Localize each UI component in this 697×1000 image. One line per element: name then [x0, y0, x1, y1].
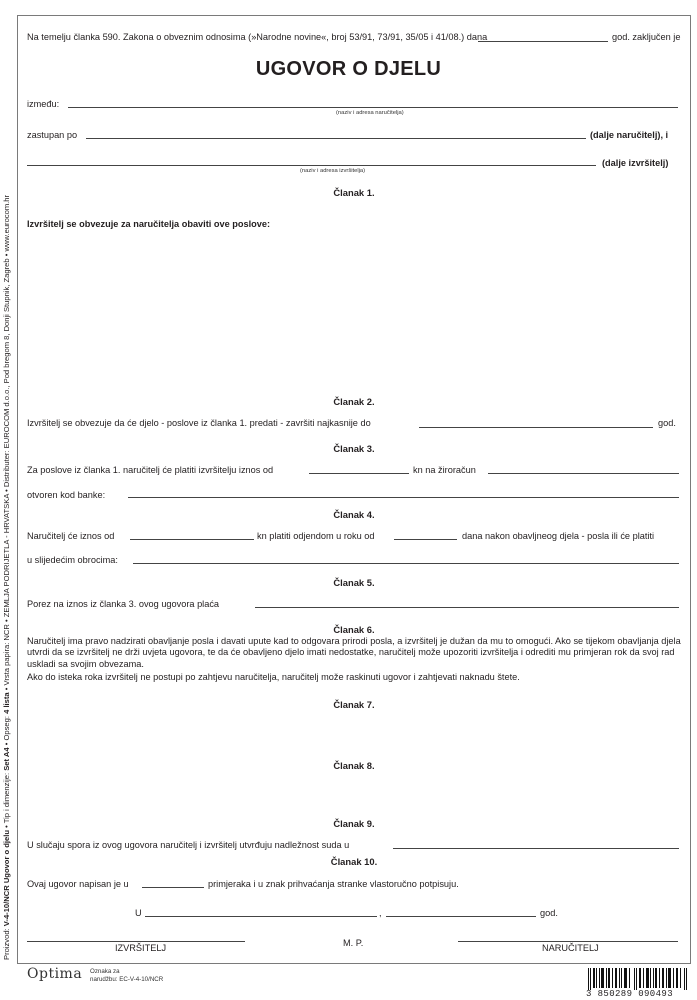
order-line-1: Oznaka za	[90, 968, 120, 975]
court-field[interactable]	[393, 848, 679, 849]
client-suffix: (dalje naručitelj), i	[590, 130, 669, 140]
sidebar-volume-value: 4 lista	[2, 692, 11, 714]
article-1-text: Izvršitelj se obvezuje za naručitelja obaviti ove poslove:	[27, 219, 271, 229]
article-3-text: Za poslove iz članka 1. naručitelj će platiti izvršitelju iznos od	[27, 465, 274, 475]
article-3-bank: otvoren kod banke:	[27, 490, 106, 500]
article-4-heading: Članak 4.	[333, 509, 375, 520]
account-field[interactable]	[488, 473, 679, 474]
days-field[interactable]	[394, 539, 457, 540]
sidebar-volume-label: • Opseg:	[2, 716, 11, 746]
sidebar-type-label: • Tip i dimenzije:	[2, 772, 11, 828]
article-2-heading: Članak 2.	[333, 396, 375, 407]
client-hint: (naziv i adresa naručitelja)	[336, 110, 404, 116]
between-label: između:	[27, 99, 60, 109]
tax-payer-field[interactable]	[255, 607, 679, 608]
article-10-part2: primjeraka i u znak prihvaćanja stranke vlastoručno potpisuju.	[208, 879, 459, 889]
article-6-heading: Članak 6.	[333, 624, 375, 635]
client-label: NARUČITELJ	[542, 943, 599, 953]
article-4-part1: Naručitelj će iznos od	[27, 531, 115, 541]
copies-field[interactable]	[142, 887, 204, 888]
amount-field[interactable]	[309, 473, 409, 474]
article-2-suffix: god.	[658, 418, 676, 428]
sidebar-product-value: V-4-10/NCR Ugovor o djelu	[2, 830, 11, 927]
legal-basis-end: god. zaključen je	[612, 32, 681, 42]
contractor-suffix: (dalje izvršitelj)	[602, 158, 669, 168]
sidebar-type-value: Set A4	[2, 747, 11, 771]
signing-date-field[interactable]	[386, 916, 536, 917]
installment-amount-field[interactable]	[130, 539, 254, 540]
stamp-label: M. P.	[343, 938, 364, 948]
article-7-heading: Članak 7.	[333, 699, 375, 710]
represented-label: zastupan po	[27, 130, 78, 140]
contractor-field[interactable]	[27, 165, 596, 166]
article-6-paragraph-1: Naručitelj ima pravo nadzirati obavljanje posla i davati upute kad to odgovara prirodi posla, a izvršitelj je dužan da mu to omogući. Ako se tijekom obavljanja djela utvrdi da se izvršitelj ne drži uvjeta ugovora, te da će obavljeno djelo imati nedostatke, naručitelj može upozoriti izvršitelja i odrediti mu primjeran rok da svoj rad uskladi sa svojim obvezama.	[27, 636, 681, 669]
sidebar-imprint	[0, 10, 14, 960]
article-3-mid: kn na žiroračun	[413, 465, 476, 475]
article-1-heading: Članak 1.	[333, 187, 375, 198]
place-field[interactable]	[145, 916, 377, 917]
article-4-part2: kn platiti odjendom u roku od	[257, 531, 375, 541]
contractor-hint: (naziv i adresa izvršitelja)	[300, 168, 366, 174]
article-4-part3: dana nakon obavljneog djela - posla ili će platiti	[462, 531, 655, 541]
article-5-heading: Članak 5.	[333, 577, 375, 588]
article-6-paragraph-2: Ako do isteka roka izvršitelj ne postupi po zahtjevu naručitelja, naručitelj može raskinuti ugovor i zahtjevati naknadu štete.	[27, 672, 520, 682]
sidebar-rest: • Vrsta papira: NCR • ZEMLJA PODRIJETLA - HRVATSKA • Distributer: EUROCOM d.o.o., Pod bregom 8, Donji Stupnik, Zagreb • www.eurocom.hr	[2, 194, 11, 691]
optima-logo: Optima	[27, 966, 83, 982]
barcode-icon	[588, 968, 688, 990]
article-10-heading: Članak 10.	[330, 856, 378, 867]
place-comma: ,	[379, 908, 382, 918]
client-field[interactable]	[68, 107, 678, 108]
date-field[interactable]	[478, 41, 608, 42]
article-5-text: Porez na iznos iz članka 3. ovog ugovora plaća	[27, 599, 220, 609]
bank-field[interactable]	[128, 497, 679, 498]
deadline-field[interactable]	[419, 427, 653, 428]
installments-field[interactable]	[133, 563, 679, 564]
article-9-text: U slučaju spora iz ovog ugovora naručitelj i izvršitelj utvrđuju nadležnost suda u	[27, 840, 350, 850]
year-suffix: god.	[540, 908, 558, 918]
order-line-2: narudžbu: EC-V-4-10/NCR	[90, 975, 164, 983]
article-10-part1: Ovaj ugovor napisan je u	[27, 879, 129, 889]
article-9-heading: Članak 9.	[333, 818, 375, 829]
page-title: UGOVOR O DJELU	[255, 58, 442, 80]
sidebar-product-label: Proizvod:	[2, 928, 11, 960]
article-4-installments: u slijedećim obrocima:	[27, 555, 118, 565]
legal-basis: Na temelju članka 590. Zakona o obveznim odnosima (»Narodne novine«, broj 53/91, 73/91, 35/05 i 41/08.) dana	[27, 32, 488, 42]
contractor-label: IZVRŠITELJ	[115, 943, 167, 953]
barcode-number: 3 850289 090493	[586, 989, 674, 999]
article-3-heading: Članak 3.	[333, 443, 375, 454]
order-note	[90, 968, 163, 983]
article-2-text: Izvršitelj se obvezuje da će djelo - poslove iz članka 1. predati - završiti najkasnije do	[27, 418, 371, 428]
article-8-heading: Članak 8.	[333, 760, 375, 771]
representative-field[interactable]	[86, 138, 586, 139]
place-prefix: U	[135, 908, 142, 918]
